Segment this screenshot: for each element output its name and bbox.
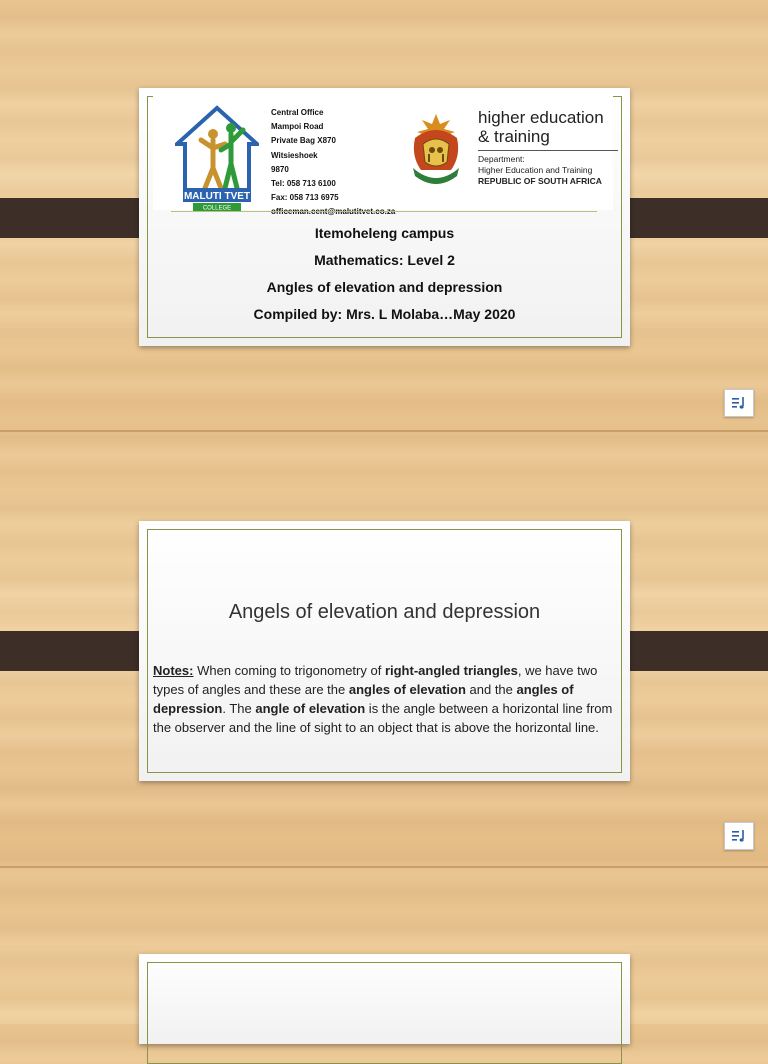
notes-label: Notes: (153, 663, 194, 678)
svg-text:COLLEGE: COLLEGE (202, 205, 232, 212)
contact-line: Tel: 058 713 6100 (271, 179, 336, 189)
contact-line (271, 205, 395, 219)
contact-line: Mampoi Road (271, 122, 324, 132)
notes-paragraph: Notes: When coming to trigonometry of right-angled triangles, we have two types of angles and these are the angles of elevation and the angles of depression. The angle of elevation is the angle between a horizontal line from the observer and the line of sight to an object that is above the horizontal line. (153, 663, 613, 735)
slide-strap-right (612, 631, 768, 671)
slide-title: Angels of elevation and depression (228, 601, 541, 623)
slide-strap-right (612, 198, 768, 238)
audio-icon[interactable] (724, 389, 754, 417)
slide-strap-left (0, 631, 154, 671)
slide-frame (147, 962, 622, 1064)
contact-line: 9870 (271, 164, 289, 174)
letterhead (153, 94, 613, 210)
notes-slide (139, 521, 630, 781)
slide-title-lines (139, 220, 630, 328)
campus-text: Itemoheleng campus (314, 225, 455, 241)
audio-glyph (731, 829, 747, 843)
contact-line: Private Bag X870 (271, 136, 336, 146)
coat-of-arms-icon (407, 112, 465, 192)
contact-block (271, 106, 395, 220)
divider (478, 150, 618, 151)
audio-glyph (731, 396, 747, 410)
dhet-logo-title: higher education & training (478, 108, 604, 146)
audio-icon[interactable] (724, 822, 754, 850)
subject-text: Mathematics: Level 2 (314, 252, 455, 268)
plank-seam (0, 430, 768, 432)
title-slide (139, 88, 630, 346)
contact-line: Fax: 058 713 6975 (271, 193, 339, 203)
contact-line: Witsieshoek (271, 150, 318, 160)
plank-seam (0, 866, 768, 868)
slide-strap-left (0, 198, 154, 238)
divider (171, 211, 597, 212)
svg-text:MALUTI TVET: MALUTI TVET (183, 191, 251, 202)
next-slide (139, 954, 630, 1044)
dhet-department-text: Department: Higher Education and Training REPUBLIC OF SOUTH AFRICA (478, 154, 602, 186)
compiled-by-text: Compiled by: Mrs. L Molaba…May 2020 (253, 306, 516, 322)
maluti-tvet-logo (175, 104, 259, 212)
topic-text: Angles of elevation and depression (266, 279, 503, 295)
contact-line: Central Office (271, 108, 324, 117)
